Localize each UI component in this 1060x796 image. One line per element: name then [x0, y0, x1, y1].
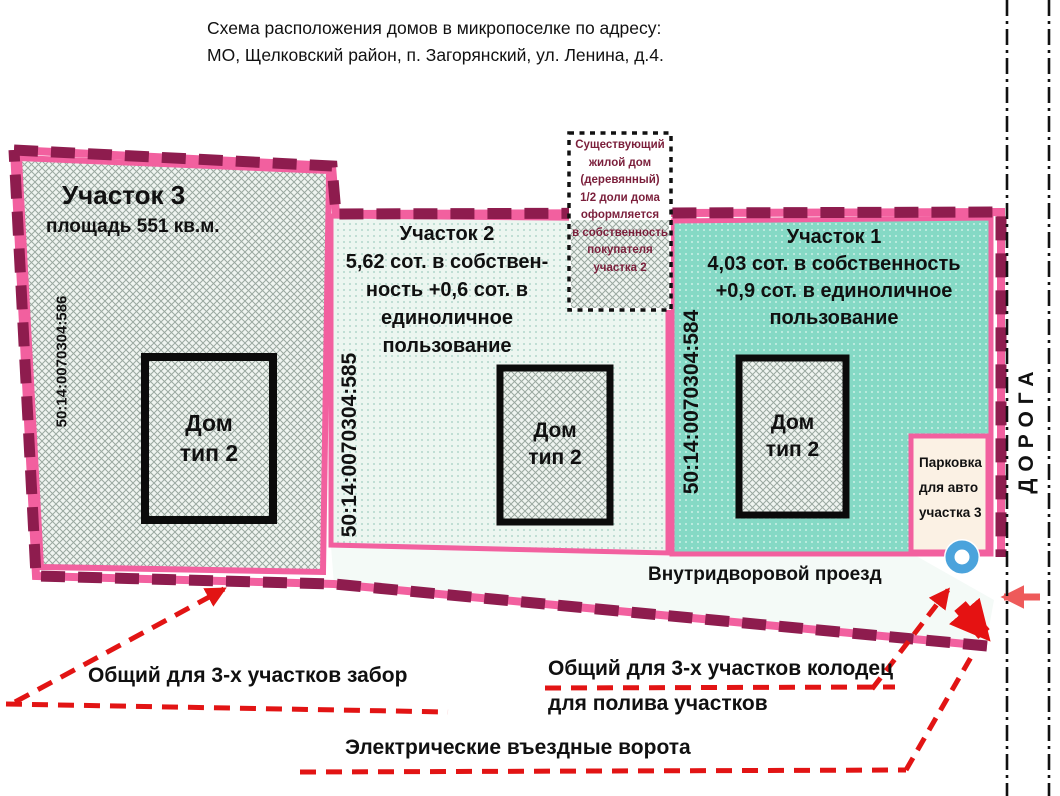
well-annotation-line2: для полива участков: [548, 692, 768, 715]
plot1-cadastre-number: 50:14:0070304:584: [680, 309, 703, 495]
plot1-description: Участок 1 4,03 сот. в собственность +0,9 сот. в единоличное пользование: [707, 226, 961, 329]
page-title-line2: МО, Щелковский район, п. Загорянский, ул. Ленина, д.4.: [207, 45, 664, 65]
house1-label: Дом тип 2: [765, 411, 820, 461]
parking-label: Парковка для авто участка 3: [919, 455, 982, 520]
driveway-label: Внутридворовой проезд: [648, 564, 882, 585]
plot2-cadastre-number: 50:14:0070304:585: [338, 352, 361, 538]
house2-label: Дом тип 2: [528, 419, 582, 469]
plot3-name: Участок 3: [62, 180, 186, 210]
road-label: ДОРОГА: [1015, 364, 1038, 494]
well-annotation-line1: Общий для 3-х участков колодец: [548, 657, 894, 680]
fence-annotation: Общий для 3-х участков забор: [88, 664, 408, 687]
plot2-description: Участок 2 5,62 сот. в собствен- ность +0,6 сот. в единоличное пользование: [345, 223, 549, 357]
well-marker: [944, 539, 980, 575]
gates-annotation: Электрические въездные ворота: [345, 736, 691, 759]
existing-house-note-text: Существующий жилой дом (деревянный) 1/2 доли дома оформляется в собственность покупателя участка 2: [572, 139, 668, 274]
plot3-area-label: площадь 551 кв.м.: [46, 216, 220, 237]
page-title-line1: Схема расположения домов в микропоселке по адресу:: [207, 18, 662, 38]
plot3-cadastre-number: 50:14:0070304:586: [53, 295, 71, 428]
fence-pointer: [6, 589, 448, 712]
house3-label: Дом тип 2: [179, 410, 239, 466]
